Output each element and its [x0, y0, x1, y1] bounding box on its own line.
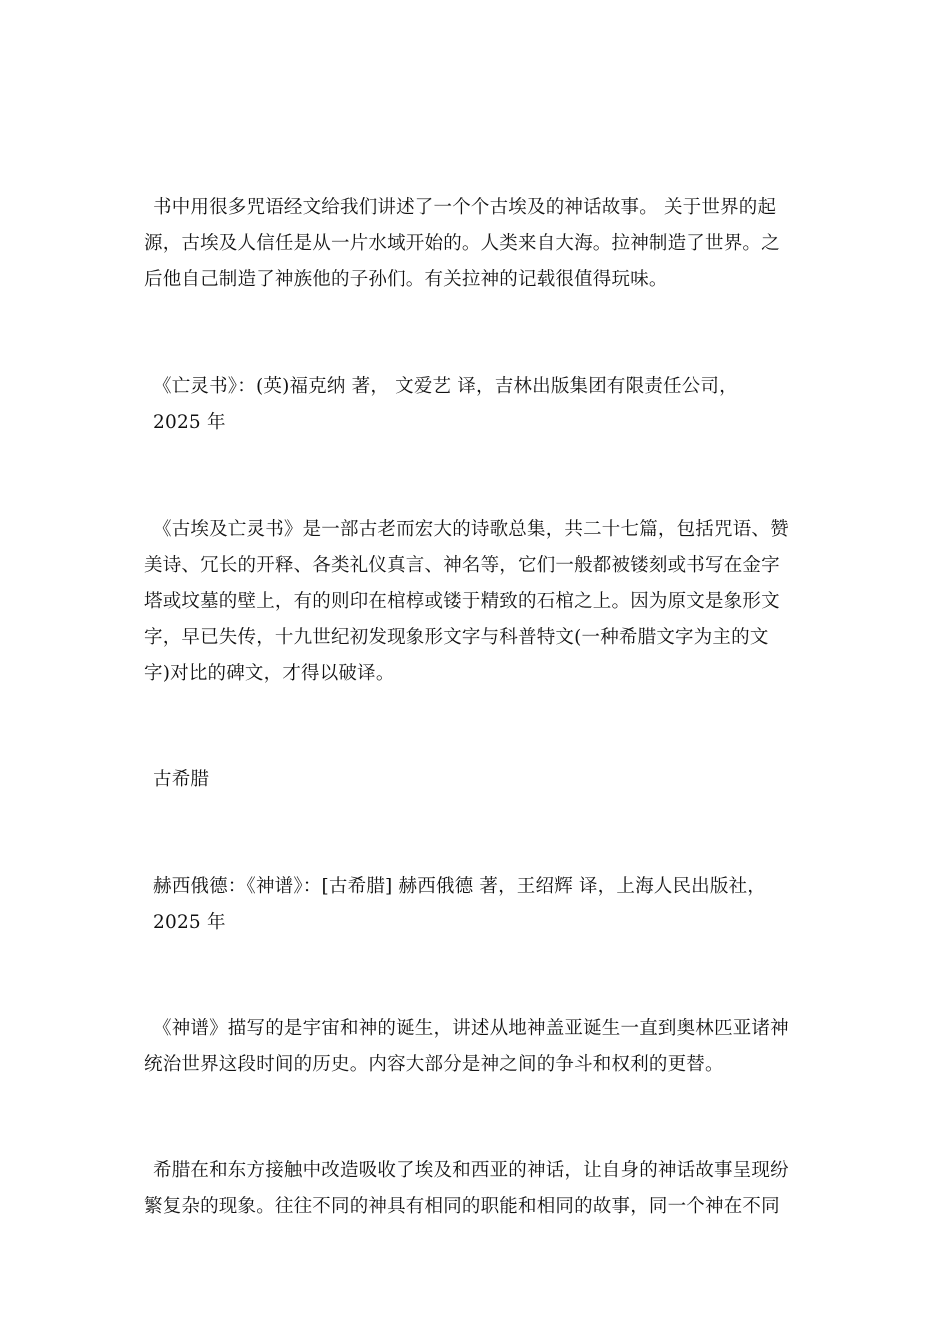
text-line: 字，早已失传，十九世纪初发现象形文字与科普特文(一种希腊文字为主的文 [144, 627, 769, 648]
text-line: 统治世界这段时间的历史。内容大部分是神之间的争斗和权利的更替。 [144, 1054, 724, 1075]
paragraph-book-of-dead-citation [144, 369, 808, 441]
text-line: 源，古埃及人信任是从一片水域开始的。人类来自大海。拉神制造了世界。之 [144, 233, 780, 254]
text-line: 后他自己制造了神族他的子孙们。有关拉神的记载很值得玩味。 [144, 269, 668, 290]
text-line: 塔或坟墓的壁上，有的则印在棺椁或镂于精致的石棺之上。因为原文是象形文 [144, 591, 780, 612]
paragraph-book-of-dead-description [144, 512, 808, 692]
section-heading-greece [144, 762, 808, 798]
text-line: 《古埃及亡灵书》是一部古老而宏大的诗歌总集，共二十七篇，包括咒语、赞 [153, 519, 789, 540]
text-line: 美诗、冗长的开释、各类礼仪真言、神名等，它们一般都被镂刻或书写在金字 [144, 555, 780, 576]
paragraph-greek-myth-summary [144, 1153, 808, 1225]
text-line: 2025 年 [153, 912, 226, 933]
text-line: 书中用很多咒语经文给我们讲述了一个个古埃及的神话故事。 关于世界的起 [153, 197, 777, 218]
text-line: 希腊在和东方接触中改造吸收了埃及和西亚的神话，让自身的神话故事呈现纷 [153, 1160, 789, 1181]
paragraph-egypt-summary [144, 190, 808, 298]
text-line: 字)对比的碑文，才得以破译。 [144, 663, 395, 684]
text-line: 《亡灵书》：(英)福克纳 著， 文爱艺 译，吉林出版集团有限责任公司， [153, 376, 738, 397]
text-line: 《神谱》描写的是宇宙和神的诞生，讲述从地神盖亚诞生一直到奥林匹亚诸神 [153, 1018, 789, 1039]
text-line: 2025 年 [153, 412, 226, 433]
text-line: 繁复杂的现象。往往不同的神具有相同的职能和相同的故事，同一个神在不同 [144, 1196, 780, 1217]
paragraph-theogony-citation [144, 869, 808, 941]
text-line: 赫西俄德：《神谱》：[古希腊] 赫西俄德 著，王绍辉 译，上海人民出版社， [153, 876, 766, 897]
paragraph-theogony-description [144, 1011, 808, 1083]
text-line: 古希腊 [153, 769, 210, 790]
